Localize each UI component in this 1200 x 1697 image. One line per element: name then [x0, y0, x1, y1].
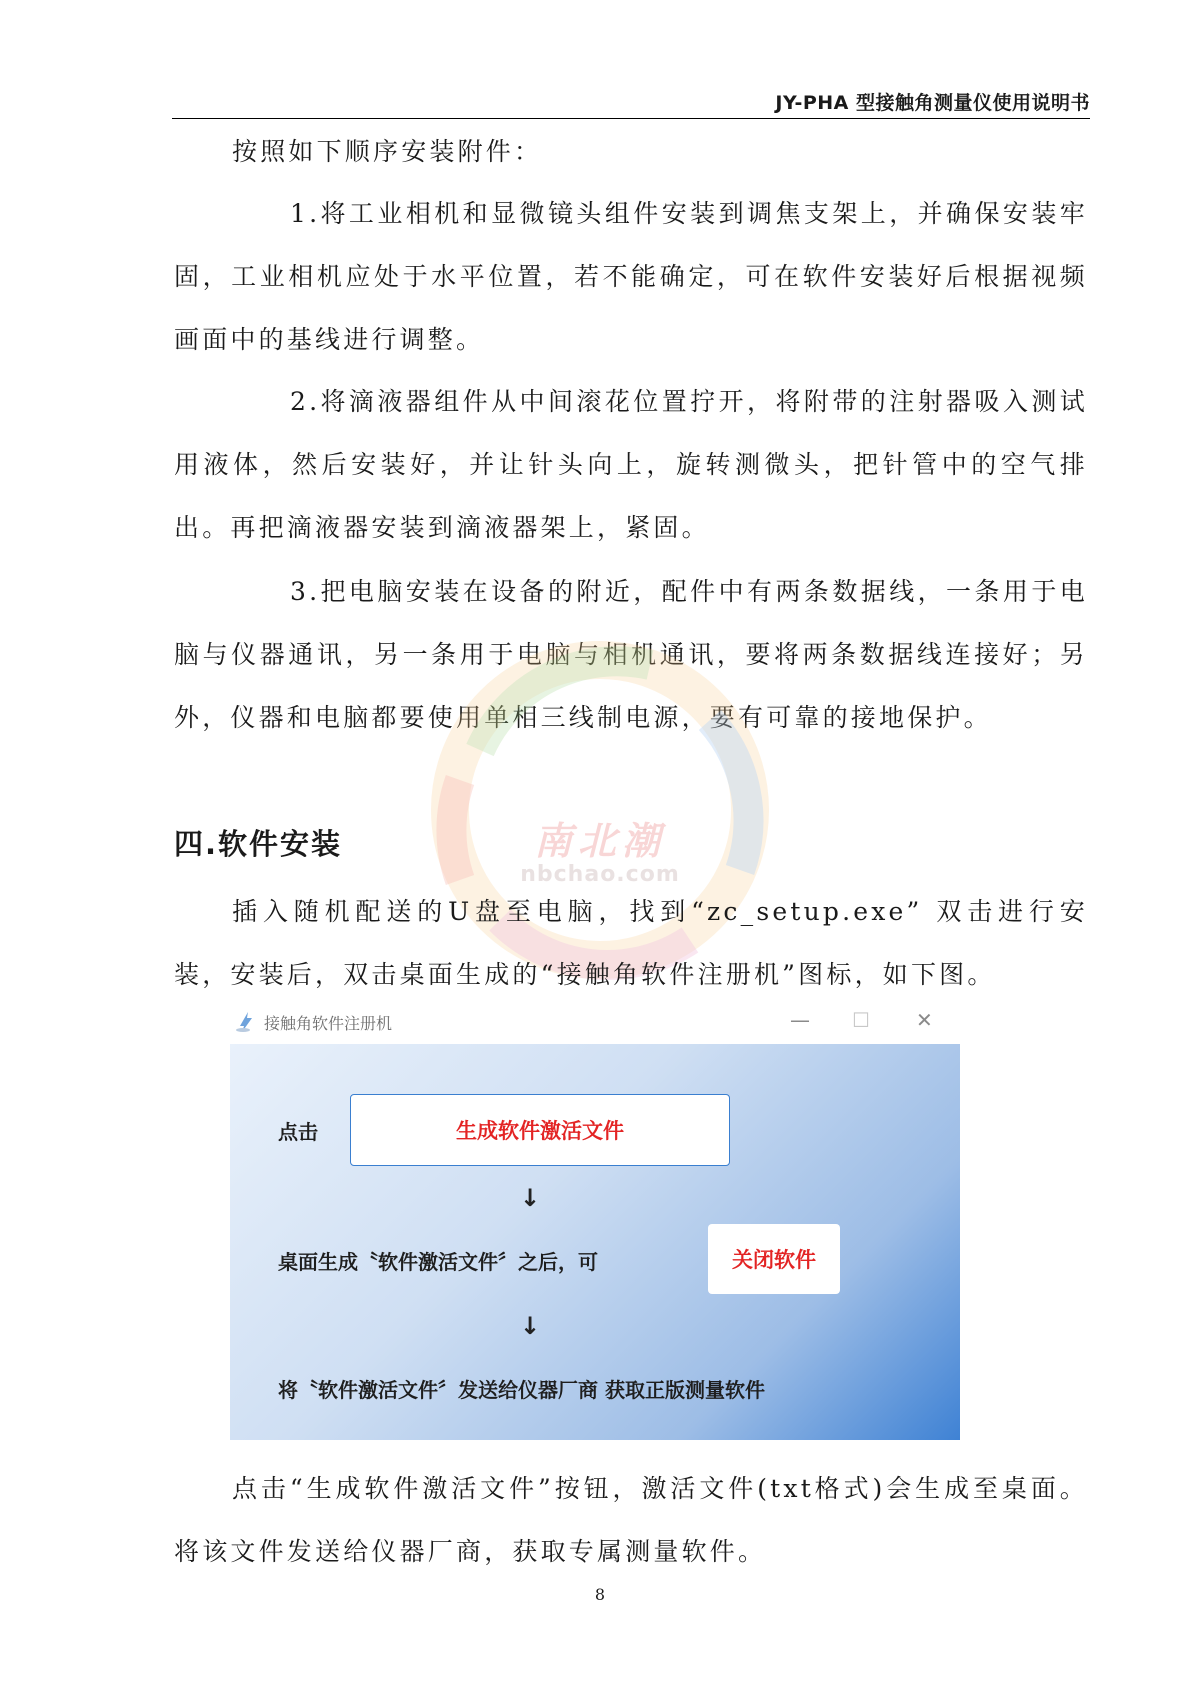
- app-title: 接触角软件注册机: [264, 1014, 393, 1033]
- maximize-button[interactable]: ☐: [852, 1008, 870, 1032]
- send-to-vendor-text: 将〝软件激活文件〞发送给仪器厂商 获取正版测量软件: [278, 1378, 765, 1402]
- intro-paragraph: 按照如下顺序安装附件：: [232, 137, 543, 166]
- arrow-down-icon: ↓: [520, 1312, 541, 1340]
- desktop-generated-text: 桌面生成〝软件激活文件〞之后，可: [278, 1250, 598, 1274]
- step1-paragraph: 1.将工业相机和显微镜头组件安装到调焦支架上，并确保安装牢固，工业相机应处于水平位置，若不能确定，可在软件安装好后根据视频画面中的基线进行调整。: [174, 199, 1088, 354]
- minimize-button[interactable]: —: [790, 1008, 810, 1032]
- close-window-button[interactable]: ✕: [916, 1008, 933, 1032]
- page-header: [172, 84, 1090, 119]
- close-software-button[interactable]: 关闭软件: [708, 1224, 840, 1294]
- app-titlebar: [230, 1002, 960, 1044]
- step2-paragraph: 2.将滴液器组件从中间滚花位置拧开，将附带的注射器吸入测试用液体，然后安装好，并让针头向上，旋转测微头，把针管中的空气排出。再把滴液器安装到滴液器架上，紧固。: [174, 387, 1088, 542]
- install-paragraph: 插入随机配送的U盘至电脑，找到“zc_setup.exe” 双击进行安装，安装后，双击桌面生成的“接触角软件注册机”图标，如下图。: [174, 897, 1088, 989]
- header-title: JY-PHA 型接触角测量仪使用说明书: [775, 92, 1090, 114]
- arrow-down-icon: ↓: [520, 1184, 541, 1212]
- watermark-text-en: nbchao.com: [520, 862, 680, 887]
- page-number: 8: [594, 1585, 606, 1604]
- step3-paragraph: 3.把电脑安装在设备的附近，配件中有两条数据线，一条用于电脑与仪器通讯，另一条用于电脑与相机通讯，要将两条数据线连接好；另外，仪器和电脑都要使用单相三线制电源，要有可靠的接地保护。: [174, 577, 1088, 732]
- section-heading: 四.软件安装: [174, 827, 343, 861]
- app-drop-icon: [234, 1010, 258, 1034]
- app-client-area: [230, 1044, 960, 1440]
- watermark-text-cn: 南北潮: [533, 819, 666, 863]
- click-label: 点击: [278, 1120, 318, 1144]
- generate-activation-file-button[interactable]: 生成软件激活文件: [350, 1094, 730, 1166]
- registration-app-screenshot: [230, 1002, 960, 1440]
- after-paragraph: 点击“生成软件激活文件”按钮，激活文件(txt格式)会生成至桌面。将该文件发送给仪器厂商，获取专属测量软件。: [174, 1474, 1088, 1566]
